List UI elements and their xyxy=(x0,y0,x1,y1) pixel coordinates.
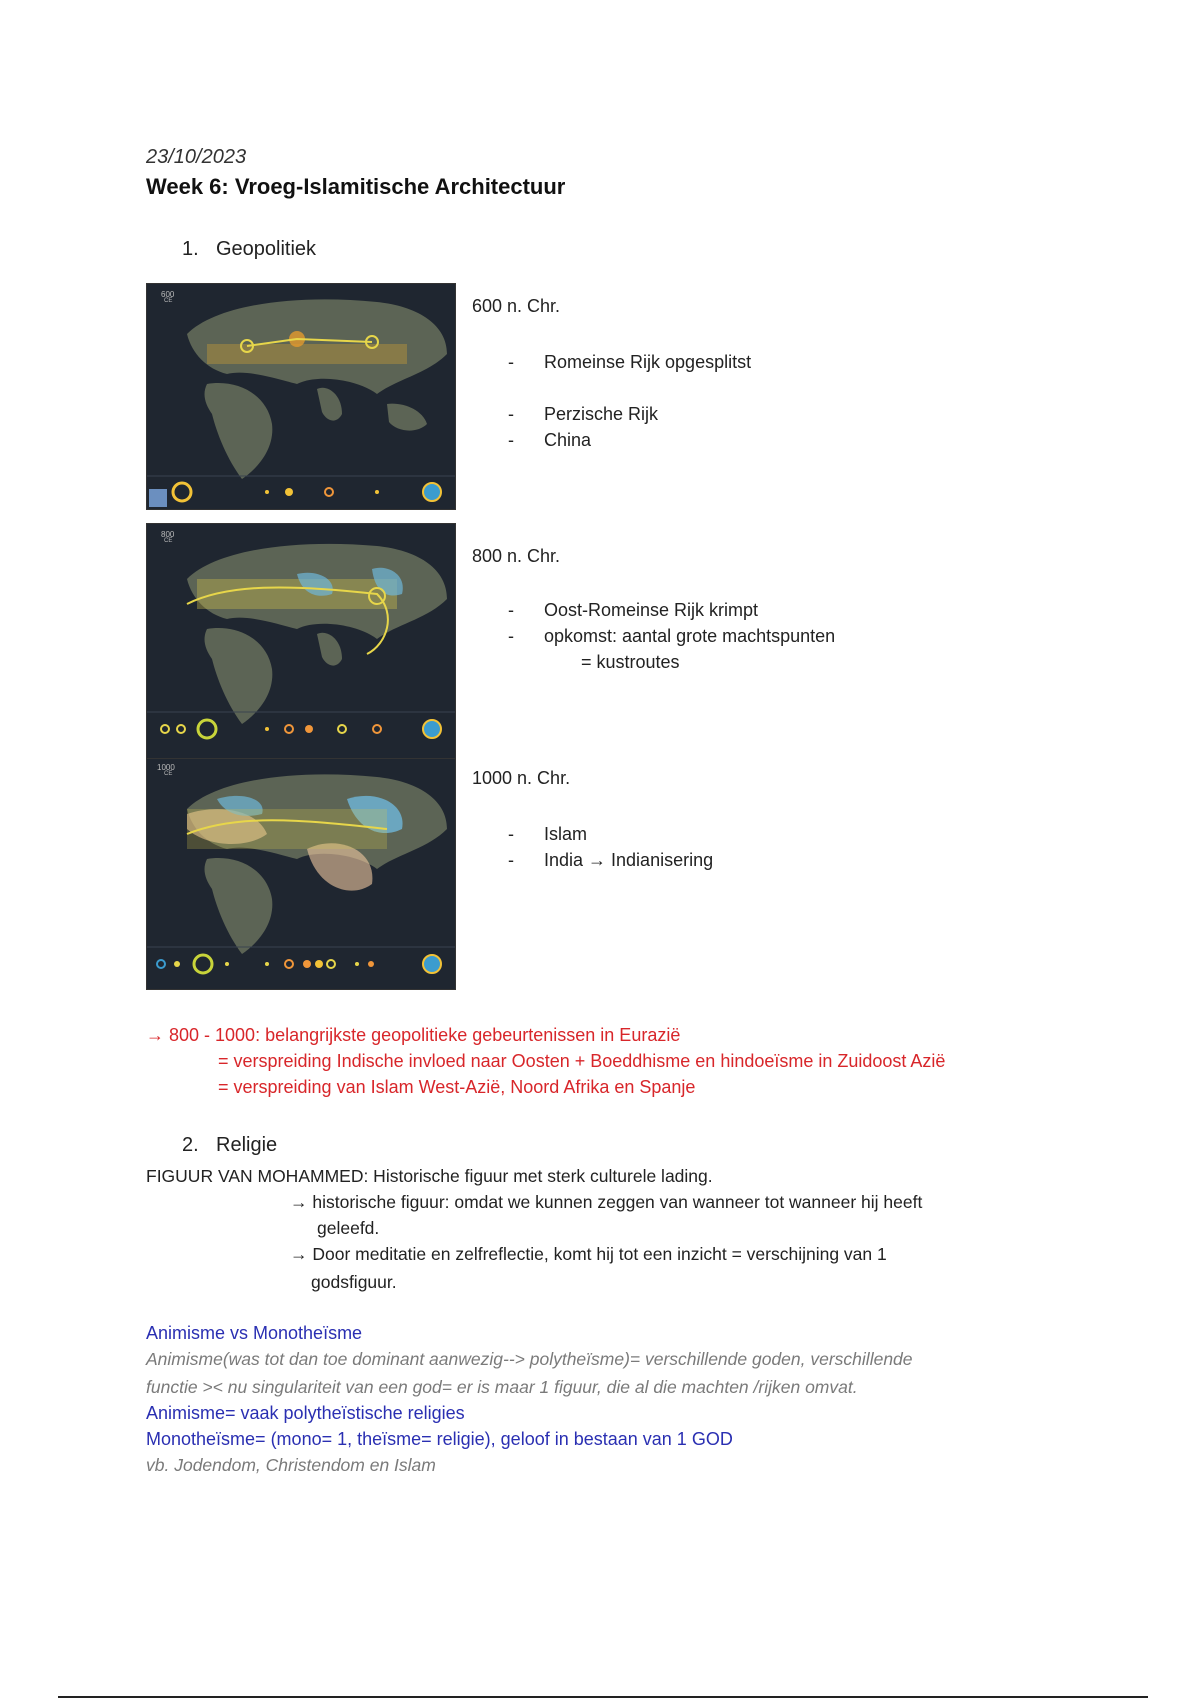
period-label-600: 600 n. Chr. xyxy=(472,296,561,316)
map-600 xyxy=(146,283,456,510)
bullet-item: - Islam xyxy=(508,824,588,844)
arrow-point-cont: geleefd. xyxy=(317,1218,380,1238)
note-date: 23/10/2023 xyxy=(146,146,247,168)
bullet-item: - Perzische Rijk xyxy=(508,404,659,424)
map-800 xyxy=(146,523,456,760)
section-label: Religie xyxy=(216,1134,278,1156)
bullet-text: Islam xyxy=(544,824,588,844)
bullet-item: - opkomst: aantal grote machtspunten xyxy=(508,626,836,646)
bullet-item: - Romeinse Rijk opgesplitst xyxy=(508,352,752,372)
bullet-text: opkomst: aantal grote machtspunten xyxy=(544,626,836,646)
bullet-text: Oost-Romeinse Rijk krimpt xyxy=(544,600,759,620)
intro-line: FIGUUR VAN MOHAMMED: Historische figuur met sterk culturele lading. xyxy=(146,1166,713,1186)
italic-note: functie >< nu singulariteit van een god= er is maar 1 figuur, die al die machten /rijken omvat. xyxy=(146,1377,858,1397)
arrow-point: → historische figuur: omdat we kunnen zeggen van wanneer tot wanneer hij heeft xyxy=(290,1192,923,1212)
world-map-800-illustration xyxy=(147,524,455,759)
section-heading-geopolitiek xyxy=(182,238,316,261)
bullet-item: - India → Indianisering xyxy=(508,850,714,870)
summary-line: = verspreiding van Islam West-Azië, Noord Afrika en Spanje xyxy=(218,1077,696,1097)
world-map-600-illustration xyxy=(147,284,455,509)
example-line: vb. Jodendom, Christendom en Islam xyxy=(146,1455,436,1475)
section-number: 2. xyxy=(182,1134,199,1156)
bullet-item: - Oost-Romeinse Rijk krimpt xyxy=(508,600,759,620)
map-era-label: CE xyxy=(164,538,173,544)
sub-heading: Animisme vs Monotheïsme xyxy=(146,1323,363,1343)
map-1000 xyxy=(146,758,456,990)
map-era-label: CE xyxy=(164,771,173,777)
arrow-point-cont: godsfiguur. xyxy=(311,1272,397,1292)
map-year-label: 800 xyxy=(161,530,175,539)
bullet-item: - China xyxy=(508,430,592,450)
sub-point: = kustroutes xyxy=(581,652,680,672)
summary-line: = verspreiding Indische invloed naar Oosten + Boeddhisme en hindoeïsme in Zuidoost Azië xyxy=(218,1051,946,1071)
section-number: 1. xyxy=(182,238,199,260)
map-year-label: 1000 xyxy=(157,763,175,772)
bullet-text: Perzische Rijk xyxy=(544,404,659,424)
map-year-label: 600 xyxy=(161,290,175,299)
page-title: Week 6: Vroeg-Islamitische Architectuur xyxy=(146,174,566,199)
arrow-point: → Door meditatie en zelfreflectie, komt hij tot een inzicht = verschijning van 1 xyxy=(290,1244,887,1264)
bullet-text: Romeinse Rijk opgesplitst xyxy=(544,352,752,372)
definition-monotheisme: Monotheïsme= (mono= 1, theïsme= religie), geloof in bestaan van 1 GOD xyxy=(146,1429,733,1449)
map-era-label: CE xyxy=(164,298,173,304)
period-label-1000: 1000 n. Chr. xyxy=(472,768,571,788)
period-label-800: 800 n. Chr. xyxy=(472,546,561,566)
summary-line: → 800 - 1000: belangrijkste geopolitieke gebeurtenissen in Eurazië xyxy=(146,1025,681,1045)
section-heading-religie xyxy=(182,1134,277,1157)
footer-divider xyxy=(58,1696,1148,1698)
section-label: Geopolitiek xyxy=(216,238,317,260)
definition-animisme: Animisme= vaak polytheïstische religies xyxy=(146,1403,465,1423)
world-map-1000-illustration xyxy=(147,759,455,989)
bullet-text: India → Indianisering xyxy=(544,850,714,870)
italic-note: Animisme(was tot dan toe dominant aanwezig--> polytheïsme)= verschillende goden, verschillende xyxy=(146,1349,913,1369)
bullet-text: China xyxy=(544,430,592,450)
